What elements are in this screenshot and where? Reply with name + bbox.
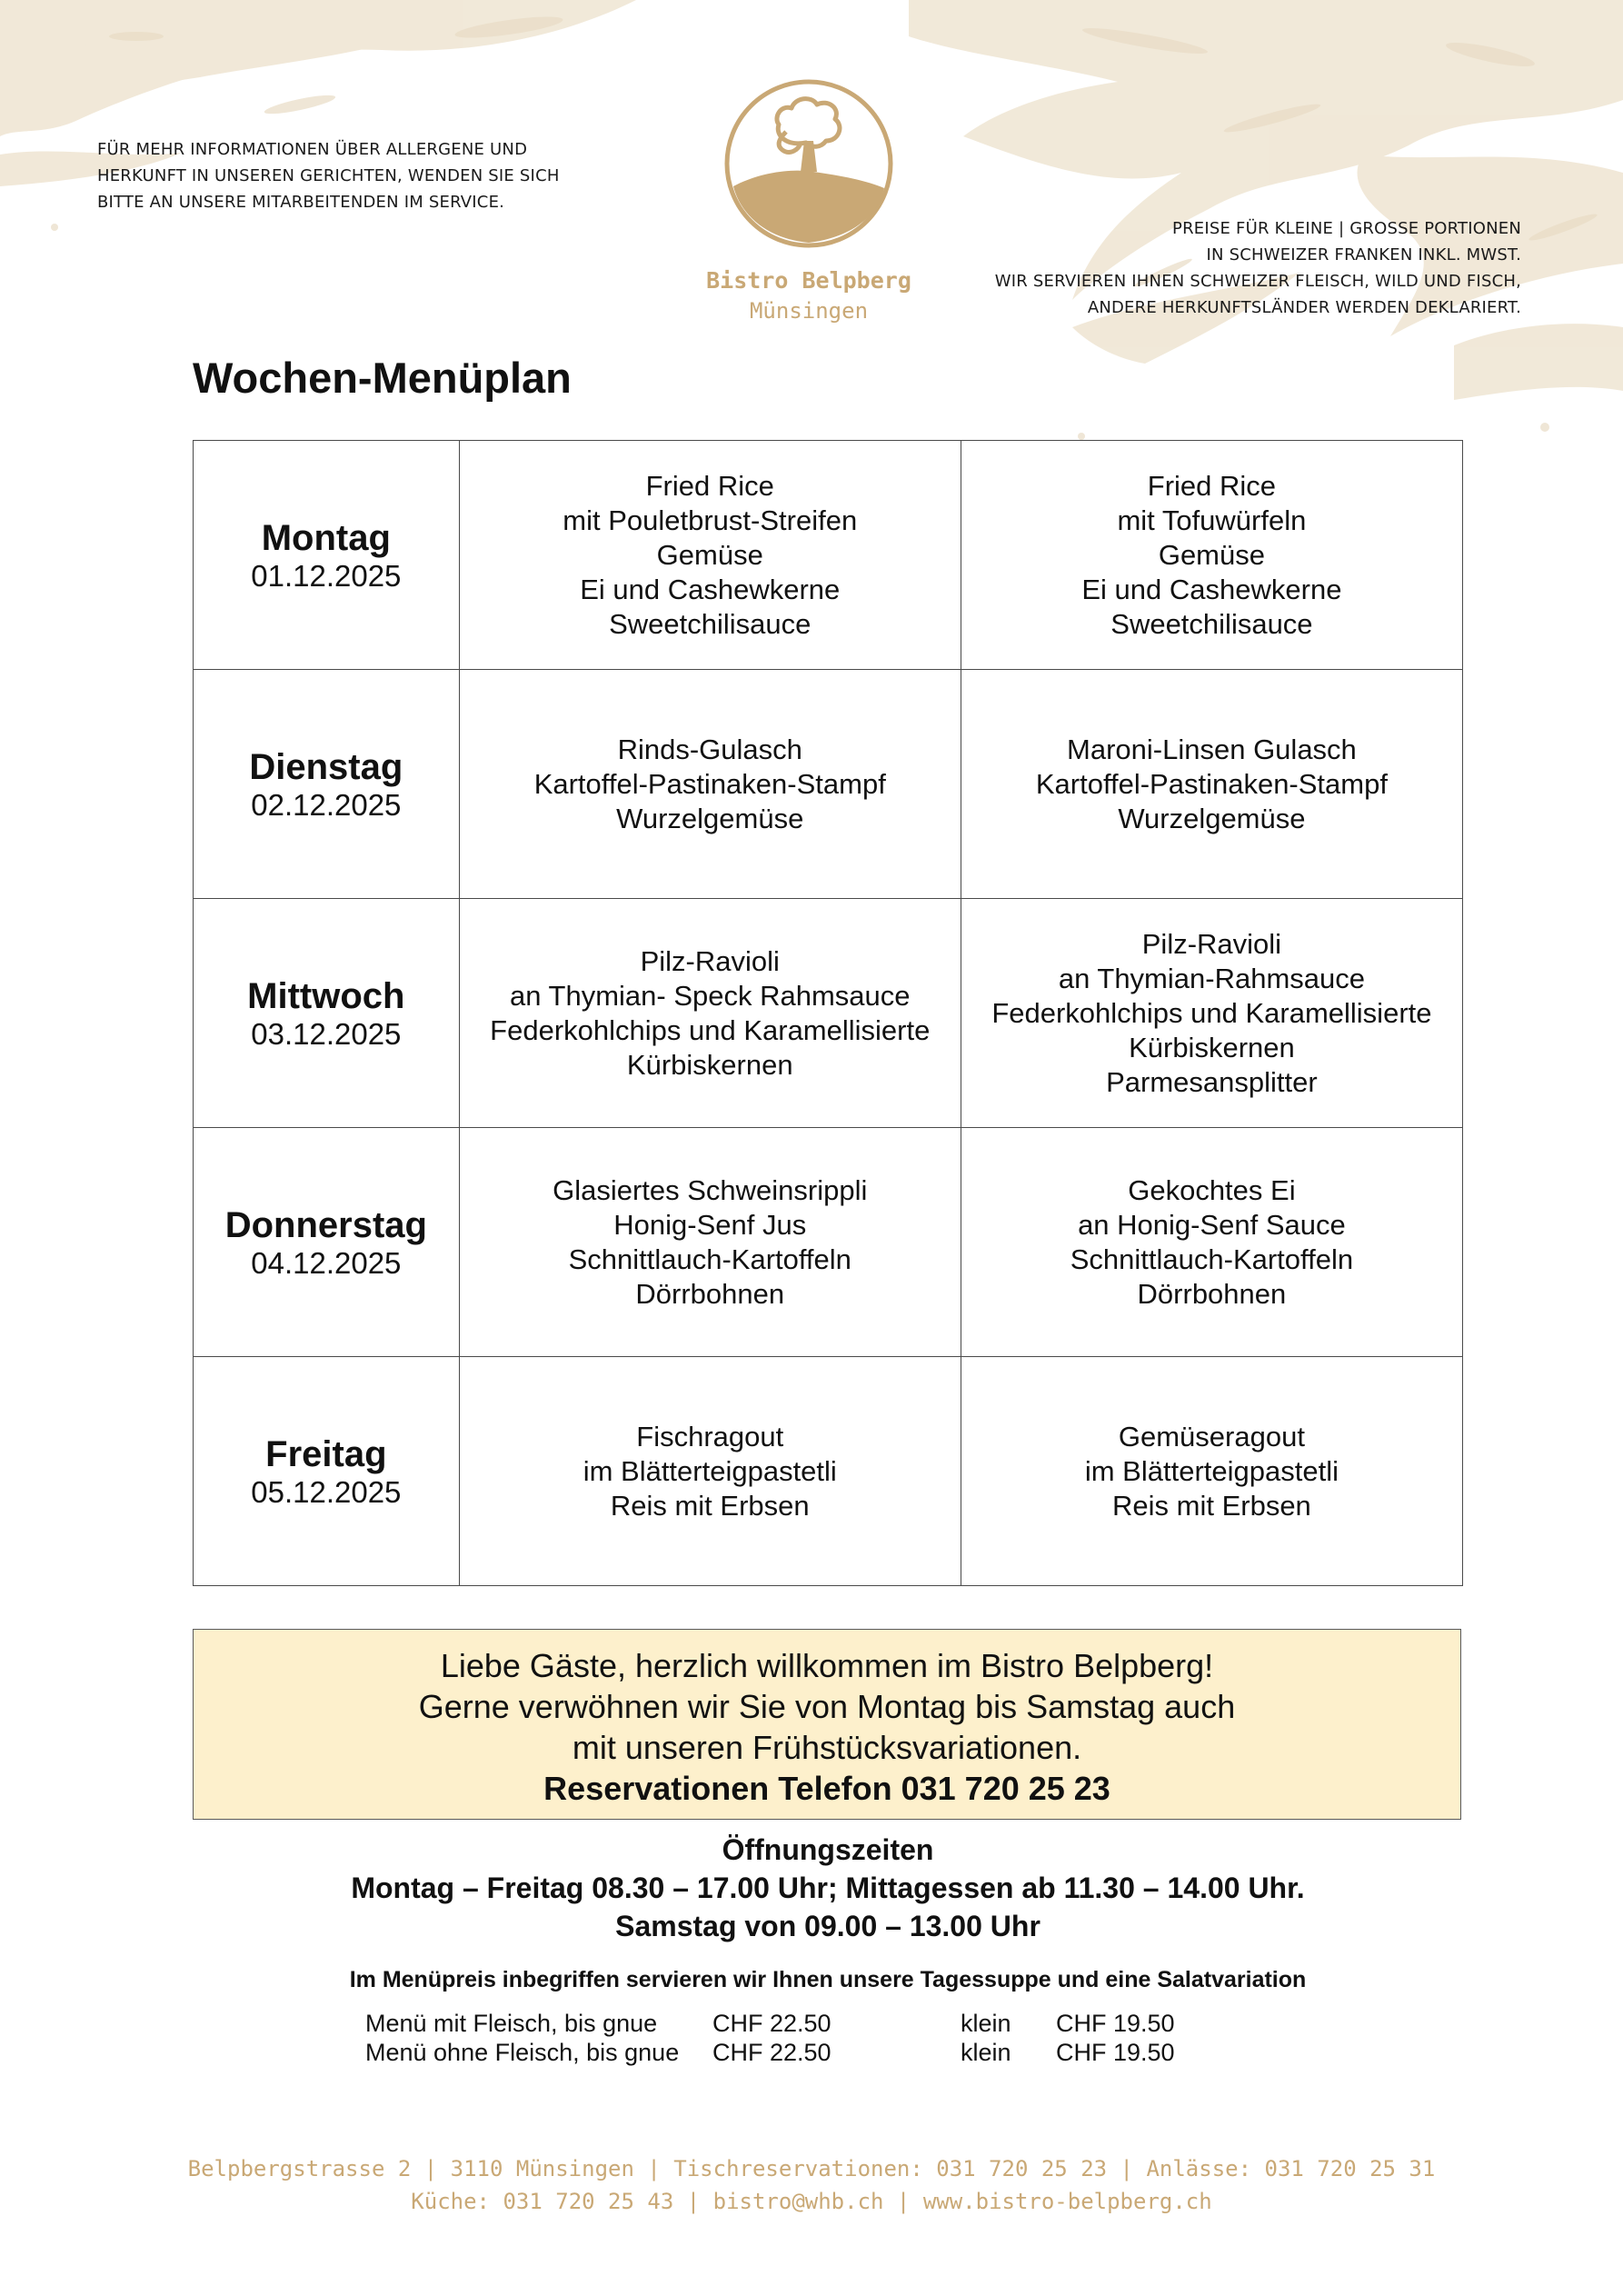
veg-dish-cell [961,670,1462,899]
small-portion-price: CHF 19.50 [1056,2010,1175,2037]
welcome-box [193,1629,1461,1820]
dish-line: Sweetchilisauce [609,607,812,640]
day-date: 03.12.2025 [251,1016,402,1051]
dish-line: Dörrbohnen [1137,1277,1287,1310]
dish-line: im Blätterteigpastetli [1084,1454,1339,1487]
veg-dish-cell [961,899,1462,1128]
dish-line: Gemüse [1158,538,1265,571]
dish-line: an Thymian-Rahmsauce [1058,962,1365,994]
dish-line: Federkohlchips und Karamellisierte [490,1013,931,1046]
dish-line: Kürbiskernen [1129,1031,1295,1063]
price-row-meat [365,2009,1274,2038]
dish-line: Kartoffel-Pastinaken-Stampf [533,767,886,800]
small-portion-label: klein [961,2010,1011,2037]
price-label: Menü ohne Fleisch, bis gnue [365,2039,680,2066]
price-info [812,215,1521,321]
day-cell [194,899,460,1128]
veg-dish-cell [961,441,1462,670]
welcome-line: mit unseren Frühstücksvariationen. [572,1729,1082,1766]
day-date: 04.12.2025 [251,1245,402,1280]
allergen-info-line: HERKUNFT IN UNSEREN GERICHTEN, WENDEN SIE SICH [97,166,560,185]
dish-line: Honig-Senf Jus [613,1208,807,1241]
dish-line: Wurzelgemüse [1118,802,1306,834]
day-date: 05.12.2025 [251,1474,402,1509]
meat-dish-cell [459,670,961,899]
brand-name: Bistro Belpberg [706,267,911,294]
meat-dish-cell [459,1128,961,1357]
meat-dish-cell [459,441,961,670]
welcome-line: Liebe Gäste, herzlich willkommen im Bistro Belpberg! [440,1647,1214,1684]
veg-dish-cell [961,1128,1462,1357]
day-cell [194,1128,460,1357]
price-info-line: ANDERE HERKUNFTSLÄNDER WERDEN DEKLARIERT. [1087,298,1521,317]
dish-line: Reis mit Erbsen [1112,1489,1311,1522]
opening-hours-saturday: Samstag von 09.00 – 13.00 Uhr [615,1910,1041,1942]
welcome-line: Gerne verwöhnen wir Sie von Montag bis Samstag auch [418,1688,1236,1725]
dish-line: Reis mit Erbsen [610,1489,810,1522]
small-portion-label: klein [961,2039,1011,2066]
allergen-info-line: BITTE AN UNSERE MITARBEITENDEN IM SERVICE. [97,193,505,212]
footer-contact: Küche: 031 720 25 43 | bistro@whb.ch | www.bistro-belpberg.ch [411,2189,1212,2214]
small-portion-price: CHF 19.50 [1056,2039,1175,2066]
opening-hours-title: Öffnungszeiten [722,1833,934,1866]
meat-dish-cell [459,899,961,1128]
allergen-info [97,136,606,215]
dish-line: Gekochtes Ei [1128,1173,1296,1206]
dish-line: Gemüseragout [1118,1420,1305,1452]
footer [0,2152,1623,2218]
dish-line: mit Tofuwürfeln [1117,504,1307,536]
menu-row-friday [194,1357,1463,1586]
included-note: Im Menüpreis inbegriffen servieren wir Ihnen unsere Tagessuppe und eine Salatvariation [349,1967,1307,1992]
dish-line: Gemüse [656,538,763,571]
dish-line: Wurzelgemüse [616,802,804,834]
price-info-line: PREISE FÜR KLEINE | GROSSE PORTIONEN [1172,219,1521,238]
menu-row-thursday [194,1128,1463,1357]
dish-line: Parmesansplitter [1106,1065,1318,1098]
dish-line: Fried Rice [1147,469,1277,502]
day-name: Donnerstag [224,1204,427,1245]
dish-line: Pilz-Ravioli [640,944,780,977]
dish-line: Dörrbohnen [635,1277,785,1310]
dish-line: Ei und Cashewkerne [580,573,841,605]
price-list [365,2009,1274,2067]
dish-line: Schnittlauch-Kartoffeln [568,1243,851,1275]
dish-line: Federkohlchips und Karamellisierte [991,996,1432,1029]
dish-line: Sweetchilisauce [1110,607,1313,640]
price-value: CHF 22.50 [712,2010,831,2037]
day-cell [194,441,460,670]
dish-line: Maroni-Linsen Gulasch [1067,733,1357,765]
price-label: Menü mit Fleisch, bis gnue [365,2010,658,2037]
day-name: Freitag [265,1433,387,1474]
day-name: Mittwoch [247,975,405,1016]
dish-line: an Thymian- Speck Rahmsauce [509,979,911,1012]
dish-line: Rinds-Gulasch [617,733,802,765]
opening-hours [193,1831,1463,1945]
day-date: 01.12.2025 [251,558,402,593]
day-date: 02.12.2025 [251,787,402,822]
dish-line: Kartoffel-Pastinaken-Stampf [1035,767,1388,800]
dish-line: Fischragout [636,1420,784,1452]
opening-hours-weekdays: Montag – Freitag 08.30 – 17.00 Uhr; Mittagessen ab 11.30 – 14.00 Uhr. [351,1872,1305,1904]
dish-line: Schnittlauch-Kartoffeln [1070,1243,1354,1275]
dish-line: Pilz-Ravioli [1141,927,1282,960]
footer-address: Belpbergstrasse 2 | 3110 Münsingen | Tischreservationen: 031 720 25 23 | Anlässe: 031 720 25 31 [187,2156,1436,2181]
dish-line: Fried Rice [645,469,774,502]
menu-row-wednesday [194,899,1463,1128]
day-name: Montag [261,517,391,558]
dish-line: mit Pouletbrust-Streifen [563,504,858,536]
price-info-line: WIR SERVIEREN IHNEN SCHWEIZER FLEISCH, WILD UND FISCH, [994,272,1521,291]
reservation-phone: Reservationen Telefon 031 720 25 23 [543,1770,1110,1807]
dish-line: an Honig-Senf Sauce [1078,1208,1346,1241]
brand-place: Münsingen [749,298,869,324]
menu-row-tuesday [194,670,1463,899]
weekly-menu-table [193,440,1463,1586]
page-title: Wochen-Menüplan [193,354,572,402]
meat-dish-cell [459,1357,961,1586]
price-row-veg [365,2038,1274,2067]
menu-row-monday [194,441,1463,670]
day-cell [194,1357,460,1586]
allergen-info-line: FÜR MEHR INFORMATIONEN ÜBER ALLERGENE UND [97,140,528,159]
dish-line: Kürbiskernen [626,1048,793,1081]
dish-line: Ei und Cashewkerne [1081,573,1342,605]
price-info-line: IN SCHWEIZER FRANKEN INKL. MWST. [1206,245,1521,265]
dish-line: Glasiertes Schweinsrippli [553,1173,868,1206]
dish-line: im Blätterteigpastetli [582,1454,837,1487]
price-value: CHF 22.50 [712,2039,831,2066]
veg-dish-cell [961,1357,1462,1586]
day-cell [194,670,460,899]
day-name: Dienstag [249,746,403,787]
